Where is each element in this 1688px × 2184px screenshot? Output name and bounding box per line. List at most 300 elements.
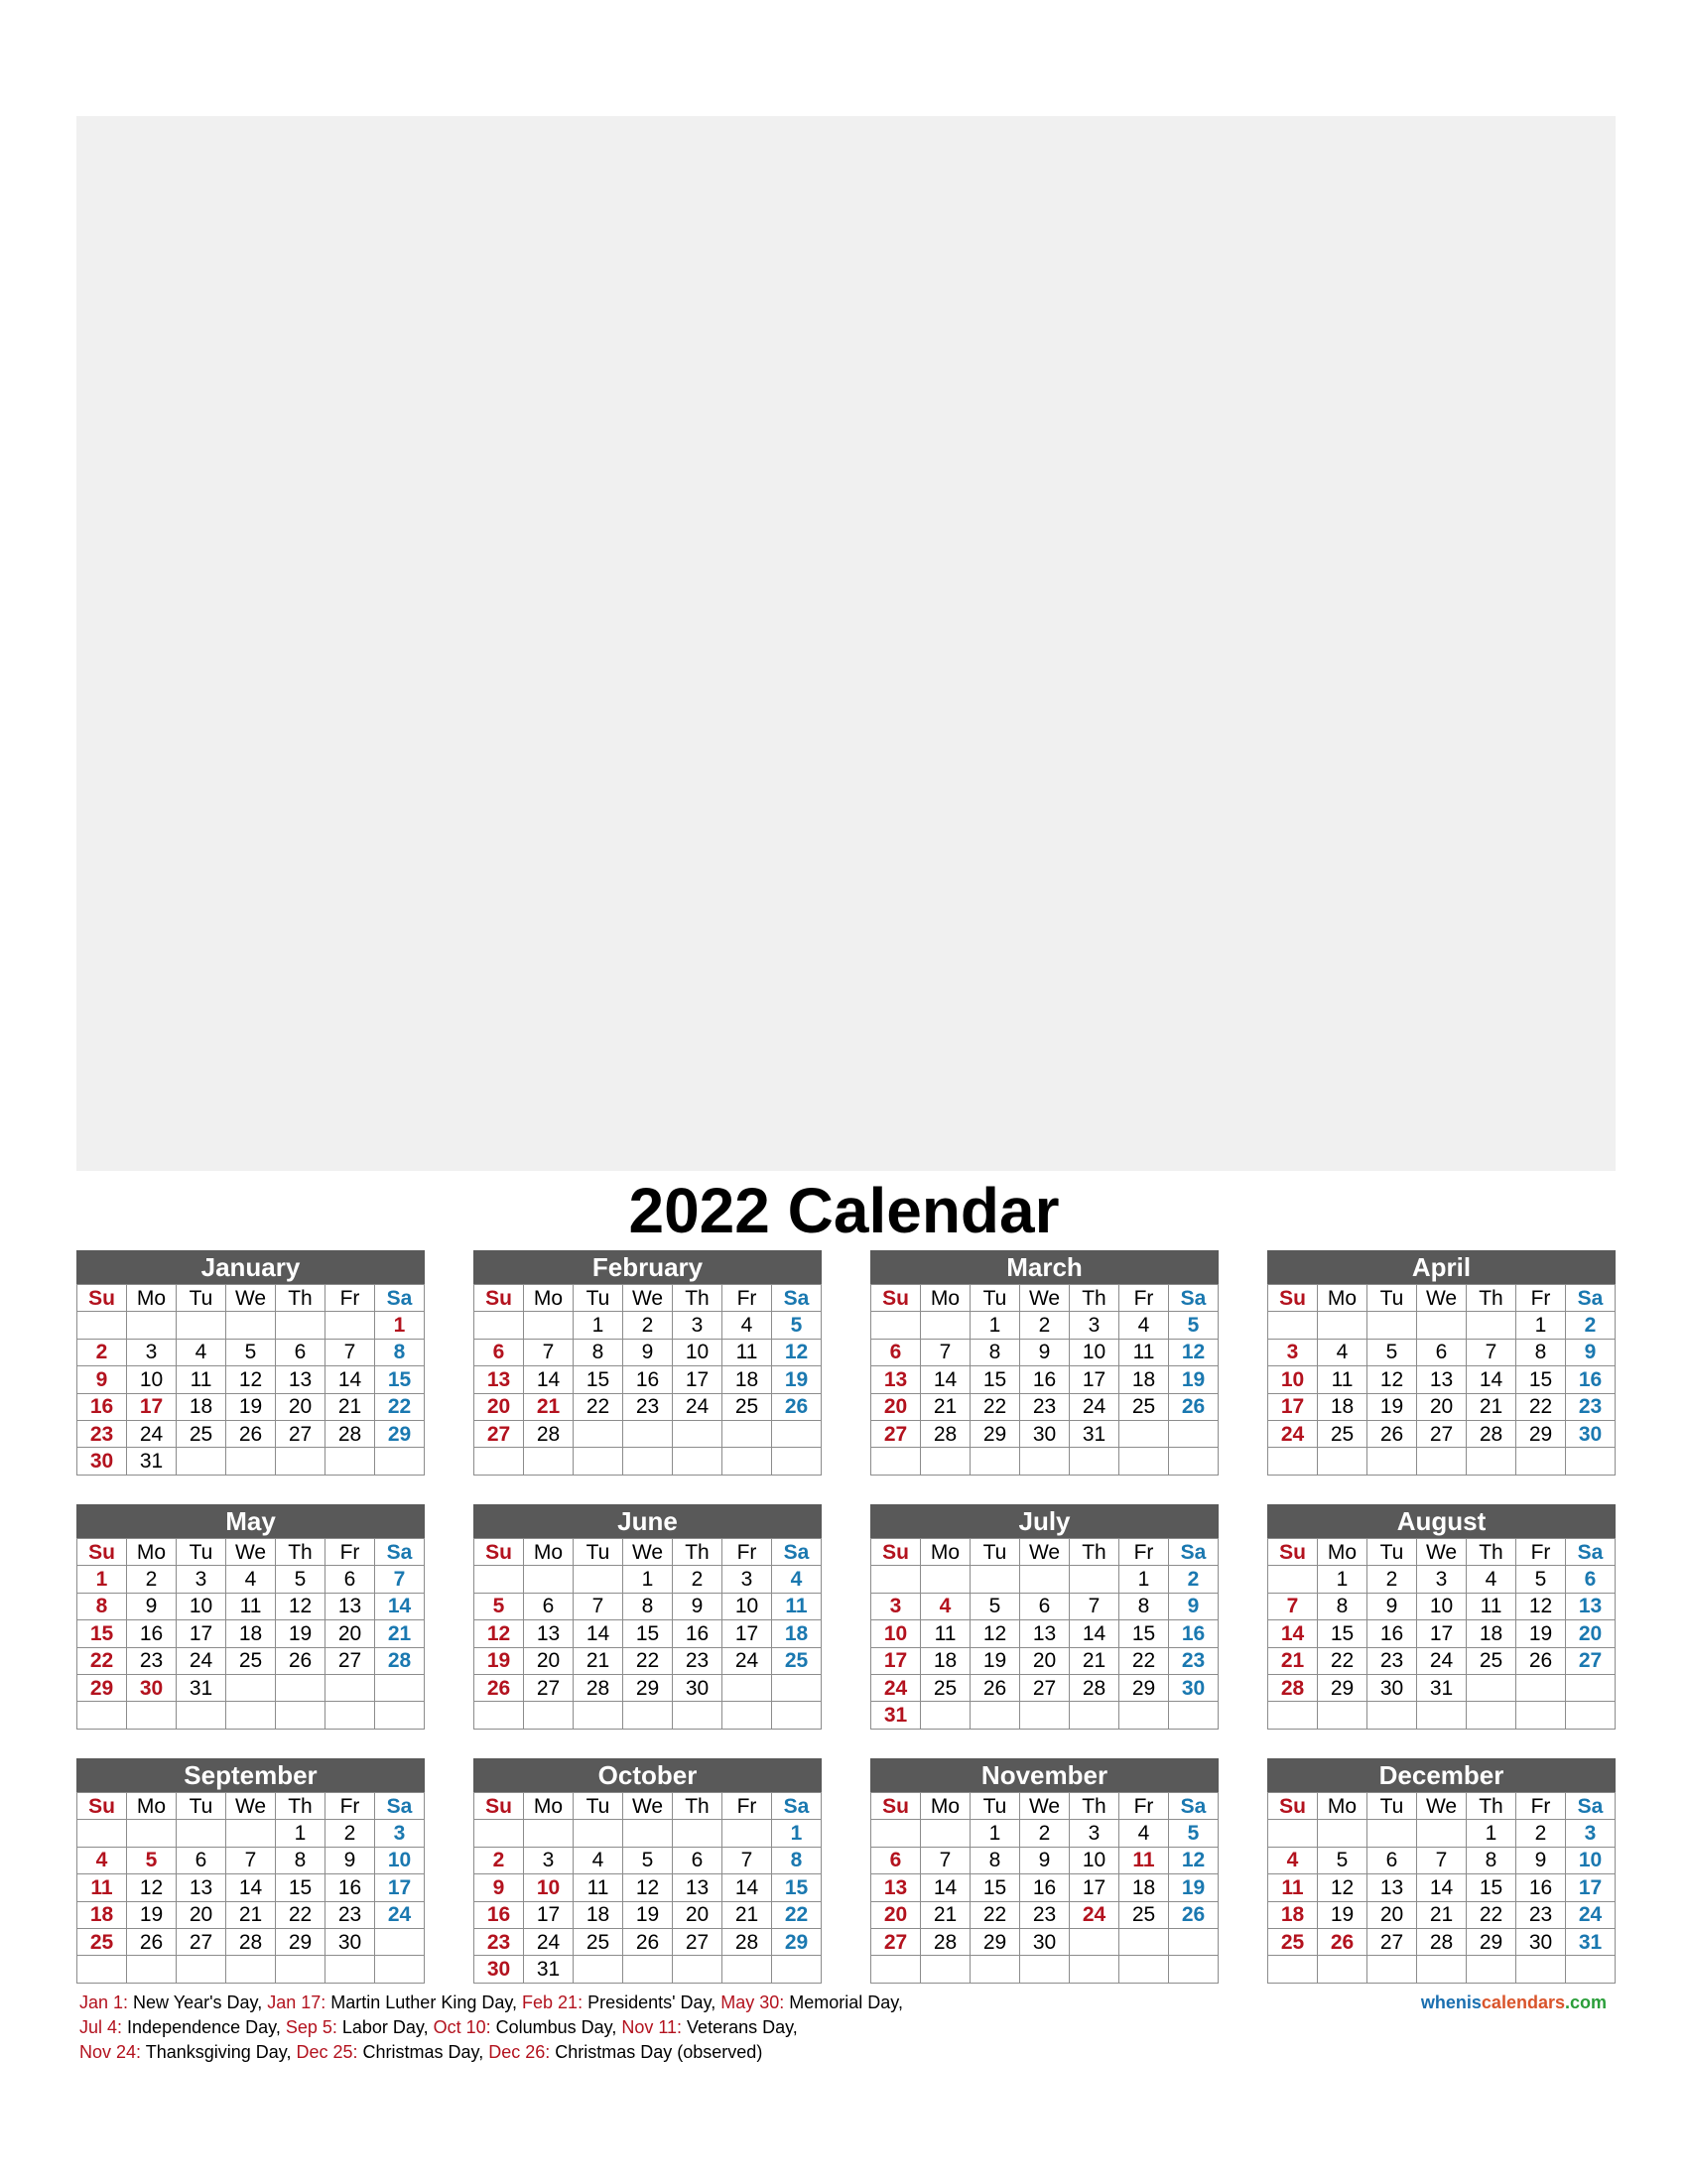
day-cell: 28	[1268, 1674, 1318, 1701]
day-cell: 14	[375, 1593, 425, 1619]
weekday-header: Sa	[772, 1793, 822, 1820]
weekday-header: Su	[77, 1793, 127, 1820]
day-cell: 26	[1169, 1393, 1219, 1420]
day-cell	[474, 1702, 524, 1729]
month-title: April	[1267, 1250, 1616, 1284]
week-row	[77, 1820, 425, 1847]
week-row	[871, 1312, 1219, 1339]
day-cell: 21	[574, 1647, 623, 1674]
day-cell	[673, 1420, 722, 1447]
day-cell: 4	[921, 1593, 971, 1619]
day-cell: 16	[1566, 1366, 1616, 1393]
day-cell: 11	[1119, 1339, 1169, 1365]
holiday-date: Jul 4:	[79, 2017, 123, 2037]
day-cell: 12	[276, 1593, 325, 1619]
day-cell: 10	[1070, 1847, 1119, 1873]
day-cell	[921, 1566, 971, 1593]
day-cell: 23	[325, 1901, 375, 1928]
day-cell: 29	[276, 1928, 325, 1955]
week-row	[474, 1566, 822, 1593]
day-cell	[1119, 1420, 1169, 1447]
day-cell: 1	[623, 1566, 673, 1593]
day-cell: 9	[325, 1847, 375, 1873]
day-cell	[1020, 1956, 1070, 1983]
holiday-name: Thanksgiving Day,	[141, 2042, 297, 2062]
week-row	[1268, 1647, 1616, 1674]
day-cell	[276, 1312, 325, 1339]
weekday-header: Mo	[524, 1539, 574, 1566]
day-cell	[1169, 1448, 1219, 1475]
day-cell: 29	[772, 1928, 822, 1955]
day-cell: 15	[1516, 1366, 1566, 1393]
weekday-header: Su	[871, 1539, 921, 1566]
day-cell	[871, 1566, 921, 1593]
day-cell	[474, 1448, 524, 1475]
day-cell: 25	[722, 1393, 772, 1420]
day-cell: 11	[772, 1593, 822, 1619]
day-cell: 14	[226, 1874, 276, 1901]
day-cell: 10	[177, 1593, 226, 1619]
weekday-header: We	[1417, 1539, 1467, 1566]
day-cell: 7	[921, 1339, 971, 1365]
day-cell	[276, 1674, 325, 1701]
day-cell: 8	[623, 1593, 673, 1619]
day-cell: 2	[1516, 1820, 1566, 1847]
day-cell	[1268, 1702, 1318, 1729]
day-cell: 8	[1119, 1593, 1169, 1619]
month-november	[870, 1758, 1219, 1984]
month-august	[1267, 1504, 1616, 1730]
day-cell: 15	[971, 1874, 1020, 1901]
day-cell: 13	[1566, 1593, 1616, 1619]
day-cell: 5	[623, 1847, 673, 1873]
day-cell: 12	[1367, 1366, 1417, 1393]
day-cell: 8	[772, 1847, 822, 1873]
day-cell	[1020, 1448, 1070, 1475]
day-cell	[623, 1448, 673, 1475]
weekday-header: Mo	[127, 1793, 177, 1820]
day-cell: 10	[375, 1847, 425, 1873]
day-cell	[1268, 1820, 1318, 1847]
day-cell	[1318, 1312, 1367, 1339]
week-row	[77, 1647, 425, 1674]
day-cell	[226, 1956, 276, 1983]
day-cell: 21	[1268, 1647, 1318, 1674]
weekday-header: Th	[276, 1539, 325, 1566]
day-cell: 7	[1070, 1593, 1119, 1619]
weekday-header: Fr	[1119, 1285, 1169, 1312]
day-cell: 31	[1417, 1674, 1467, 1701]
day-cell: 7	[524, 1339, 574, 1365]
day-cell: 4	[772, 1566, 822, 1593]
week-row	[474, 1847, 822, 1873]
day-cell: 24	[871, 1674, 921, 1701]
day-cell	[772, 1420, 822, 1447]
day-cell: 21	[524, 1393, 574, 1420]
day-cell: 2	[1020, 1312, 1070, 1339]
weekday-header: Tu	[1367, 1285, 1417, 1312]
day-cell: 14	[574, 1620, 623, 1647]
day-cell	[1020, 1702, 1070, 1729]
day-cell: 26	[474, 1674, 524, 1701]
day-cell	[971, 1566, 1020, 1593]
day-cell	[1318, 1702, 1367, 1729]
day-cell: 5	[1318, 1847, 1367, 1873]
day-cell: 19	[1318, 1901, 1367, 1928]
holiday-name: New Year's Day,	[128, 1992, 268, 2012]
day-cell: 28	[921, 1420, 971, 1447]
day-cell	[623, 1420, 673, 1447]
day-cell: 18	[177, 1393, 226, 1420]
day-cell: 31	[1566, 1928, 1616, 1955]
day-cell: 13	[871, 1366, 921, 1393]
week-row	[77, 1593, 425, 1619]
day-cell: 1	[1516, 1312, 1566, 1339]
holiday-name: Presidents' Day,	[583, 1992, 721, 2012]
day-cell	[177, 1312, 226, 1339]
weekday-header: Th	[1467, 1793, 1516, 1820]
weekday-header: Mo	[1318, 1539, 1367, 1566]
day-cell: 4	[77, 1847, 127, 1873]
weekday-header: Mo	[127, 1539, 177, 1566]
day-cell: 3	[673, 1312, 722, 1339]
week-row	[1268, 1566, 1616, 1593]
weekday-header: Mo	[1318, 1285, 1367, 1312]
day-cell	[772, 1448, 822, 1475]
day-cell: 17	[1566, 1874, 1616, 1901]
day-cell	[921, 1312, 971, 1339]
weekday-header: We	[226, 1793, 276, 1820]
day-cell: 5	[276, 1566, 325, 1593]
day-cell: 15	[77, 1620, 127, 1647]
day-cell: 25	[1467, 1647, 1516, 1674]
day-cell: 15	[623, 1620, 673, 1647]
weekday-header: Su	[1268, 1285, 1318, 1312]
day-cell: 22	[772, 1901, 822, 1928]
day-cell: 14	[921, 1874, 971, 1901]
month-march	[870, 1250, 1219, 1476]
day-cell	[921, 1448, 971, 1475]
day-cell: 21	[226, 1901, 276, 1928]
day-cell	[375, 1702, 425, 1729]
weekday-header: Su	[474, 1285, 524, 1312]
day-cell: 28	[325, 1420, 375, 1447]
day-cell	[722, 1702, 772, 1729]
day-cell: 22	[574, 1393, 623, 1420]
day-cell	[474, 1566, 524, 1593]
week-row	[77, 1620, 425, 1647]
day-cell: 17	[375, 1874, 425, 1901]
day-cell: 2	[325, 1820, 375, 1847]
day-cell: 27	[871, 1928, 921, 1955]
week-row	[871, 1339, 1219, 1365]
day-cell: 20	[325, 1620, 375, 1647]
week-row	[1268, 1593, 1616, 1619]
day-cell	[1467, 1448, 1516, 1475]
day-cell: 15	[1119, 1620, 1169, 1647]
week-row	[871, 1420, 1219, 1447]
holiday-line	[79, 1991, 1369, 2015]
day-cell: 3	[375, 1820, 425, 1847]
holiday-date: Jan 17:	[267, 1992, 326, 2012]
day-cell: 5	[1367, 1339, 1417, 1365]
weekday-header: Su	[871, 1285, 921, 1312]
day-cell: 29	[1467, 1928, 1516, 1955]
weekday-header: Mo	[921, 1793, 971, 1820]
week-row	[474, 1901, 822, 1928]
day-cell: 6	[1417, 1339, 1467, 1365]
day-cell: 11	[177, 1366, 226, 1393]
day-cell: 6	[871, 1847, 921, 1873]
holiday-name: Independence Day,	[122, 2017, 286, 2037]
weekday-header: Fr	[1516, 1285, 1566, 1312]
week-row	[474, 1393, 822, 1420]
holiday-date: Nov 24:	[79, 2042, 142, 2062]
weekday-header: Th	[1467, 1285, 1516, 1312]
day-cell: 18	[1119, 1874, 1169, 1901]
day-cell	[772, 1702, 822, 1729]
month-june	[473, 1504, 822, 1730]
day-cell: 19	[772, 1366, 822, 1393]
day-cell: 29	[623, 1674, 673, 1701]
weekday-header: Th	[1070, 1539, 1119, 1566]
weekday-header: Fr	[325, 1793, 375, 1820]
day-cell: 3	[1566, 1820, 1616, 1847]
day-cell	[77, 1956, 127, 1983]
day-cell: 15	[971, 1366, 1020, 1393]
day-cell: 14	[722, 1874, 772, 1901]
day-cell	[1417, 1702, 1467, 1729]
day-cell	[77, 1312, 127, 1339]
day-cell: 15	[772, 1874, 822, 1901]
day-cell	[1268, 1448, 1318, 1475]
day-cell: 7	[1268, 1593, 1318, 1619]
day-cell: 25	[921, 1674, 971, 1701]
day-cell: 11	[1467, 1593, 1516, 1619]
day-cell: 9	[77, 1366, 127, 1393]
weekday-header: Tu	[177, 1285, 226, 1312]
week-row	[474, 1448, 822, 1475]
month-may	[76, 1504, 425, 1730]
holiday-notes	[79, 1991, 1369, 2065]
day-cell	[77, 1820, 127, 1847]
day-cell: 18	[1467, 1620, 1516, 1647]
day-cell: 2	[1169, 1566, 1219, 1593]
weekday-header: Tu	[177, 1539, 226, 1566]
week-row	[1268, 1702, 1616, 1729]
day-cell: 29	[375, 1420, 425, 1447]
day-cell: 22	[971, 1901, 1020, 1928]
day-cell	[623, 1820, 673, 1847]
day-cell: 16	[1367, 1620, 1417, 1647]
weekday-header: Th	[276, 1285, 325, 1312]
day-cell: 22	[1467, 1901, 1516, 1928]
day-cell: 27	[474, 1420, 524, 1447]
day-cell	[474, 1820, 524, 1847]
day-cell	[574, 1448, 623, 1475]
day-cell: 17	[127, 1393, 177, 1420]
day-cell: 16	[325, 1874, 375, 1901]
day-cell: 8	[375, 1339, 425, 1365]
weekday-header: Fr	[722, 1285, 772, 1312]
day-cell: 2	[1566, 1312, 1616, 1339]
day-cell	[722, 1420, 772, 1447]
day-cell: 26	[1516, 1647, 1566, 1674]
week-row	[871, 1901, 1219, 1928]
day-cell	[1417, 1956, 1467, 1983]
day-cell	[77, 1702, 127, 1729]
day-cell: 29	[1318, 1674, 1367, 1701]
day-cell: 16	[623, 1366, 673, 1393]
day-cell: 12	[1516, 1593, 1566, 1619]
day-cell: 6	[474, 1339, 524, 1365]
day-cell: 22	[375, 1393, 425, 1420]
holiday-date: Oct 10:	[433, 2017, 491, 2037]
day-cell: 7	[574, 1593, 623, 1619]
weekday-header: Th	[673, 1285, 722, 1312]
weekday-header: Mo	[921, 1285, 971, 1312]
day-cell: 16	[474, 1901, 524, 1928]
day-cell: 18	[1268, 1901, 1318, 1928]
day-cell: 13	[1417, 1366, 1467, 1393]
day-cell: 25	[1119, 1901, 1169, 1928]
month-january	[76, 1250, 425, 1476]
week-row	[1268, 1956, 1616, 1983]
day-cell: 10	[127, 1366, 177, 1393]
day-cell	[722, 1820, 772, 1847]
day-cell: 4	[177, 1339, 226, 1365]
day-cell	[1318, 1956, 1367, 1983]
day-cell: 30	[1566, 1420, 1616, 1447]
day-cell: 14	[325, 1366, 375, 1393]
day-cell: 6	[177, 1847, 226, 1873]
day-cell: 15	[375, 1366, 425, 1393]
day-cell	[1417, 1820, 1467, 1847]
day-cell: 10	[722, 1593, 772, 1619]
day-cell: 5	[1516, 1566, 1566, 1593]
day-cell	[623, 1702, 673, 1729]
day-cell: 25	[77, 1928, 127, 1955]
day-cell: 17	[722, 1620, 772, 1647]
day-cell	[1119, 1956, 1169, 1983]
day-cell: 28	[524, 1420, 574, 1447]
day-cell: 13	[325, 1593, 375, 1619]
weekday-header: Th	[1467, 1539, 1516, 1566]
day-cell: 25	[574, 1928, 623, 1955]
day-cell	[1268, 1566, 1318, 1593]
day-cell: 13	[673, 1874, 722, 1901]
day-cell: 12	[127, 1874, 177, 1901]
week-row	[1268, 1928, 1616, 1955]
day-cell	[1467, 1702, 1516, 1729]
month-title: May	[76, 1504, 425, 1538]
weekday-header: We	[1020, 1793, 1070, 1820]
day-cell: 13	[524, 1620, 574, 1647]
day-cell: 7	[722, 1847, 772, 1873]
day-cell: 13	[177, 1874, 226, 1901]
day-cell	[772, 1674, 822, 1701]
day-cell: 23	[1169, 1647, 1219, 1674]
month-table	[870, 1792, 1219, 1984]
day-cell	[971, 1702, 1020, 1729]
day-cell	[1417, 1448, 1467, 1475]
day-cell: 1	[1119, 1566, 1169, 1593]
day-cell	[1516, 1674, 1566, 1701]
week-row	[474, 1702, 822, 1729]
day-cell: 21	[1467, 1393, 1516, 1420]
day-cell: 10	[673, 1339, 722, 1365]
brand-link[interactable]	[1421, 1991, 1607, 2015]
day-cell: 9	[673, 1593, 722, 1619]
week-row	[871, 1593, 1219, 1619]
week-row	[871, 1620, 1219, 1647]
day-cell: 28	[1467, 1420, 1516, 1447]
day-cell: 27	[871, 1420, 921, 1447]
week-row	[77, 1874, 425, 1901]
day-cell: 18	[722, 1366, 772, 1393]
day-cell: 22	[1119, 1647, 1169, 1674]
day-cell: 21	[325, 1393, 375, 1420]
day-cell: 19	[1169, 1874, 1219, 1901]
week-row	[77, 1448, 425, 1475]
weekday-header: Tu	[971, 1539, 1020, 1566]
day-cell	[1367, 1702, 1417, 1729]
day-cell: 28	[574, 1674, 623, 1701]
day-cell: 10	[1268, 1366, 1318, 1393]
day-cell	[921, 1956, 971, 1983]
week-row	[77, 1847, 425, 1873]
day-cell: 5	[1169, 1312, 1219, 1339]
day-cell	[127, 1956, 177, 1983]
week-row	[77, 1956, 425, 1983]
day-cell: 17	[524, 1901, 574, 1928]
day-cell: 16	[1516, 1874, 1566, 1901]
day-cell: 29	[971, 1928, 1020, 1955]
day-cell	[226, 1702, 276, 1729]
week-row	[1268, 1393, 1616, 1420]
week-row	[77, 1366, 425, 1393]
day-cell: 13	[1020, 1620, 1070, 1647]
day-cell: 22	[276, 1901, 325, 1928]
day-cell: 14	[1467, 1366, 1516, 1393]
day-cell	[971, 1448, 1020, 1475]
weekday-header: Sa	[1566, 1285, 1616, 1312]
day-cell: 22	[971, 1393, 1020, 1420]
day-cell	[226, 1820, 276, 1847]
month-table	[473, 1538, 822, 1730]
day-cell: 7	[1417, 1847, 1467, 1873]
weekday-header: Mo	[1318, 1793, 1367, 1820]
week-row	[474, 1820, 822, 1847]
day-cell: 22	[77, 1647, 127, 1674]
holiday-date: Nov 11:	[621, 2017, 683, 2037]
month-title: September	[76, 1758, 425, 1792]
weekday-header: Sa	[375, 1285, 425, 1312]
day-cell: 3	[1070, 1312, 1119, 1339]
day-cell	[177, 1702, 226, 1729]
week-row	[77, 1420, 425, 1447]
weekday-header: Sa	[772, 1539, 822, 1566]
day-cell: 31	[1070, 1420, 1119, 1447]
holiday-name: Columbus Day,	[490, 2017, 622, 2037]
day-cell: 15	[1318, 1620, 1367, 1647]
day-cell: 15	[574, 1366, 623, 1393]
day-cell	[177, 1956, 226, 1983]
holiday-date: Jan 1:	[79, 1992, 129, 2012]
day-cell: 2	[673, 1566, 722, 1593]
day-cell: 3	[722, 1566, 772, 1593]
day-cell: 1	[1318, 1566, 1367, 1593]
